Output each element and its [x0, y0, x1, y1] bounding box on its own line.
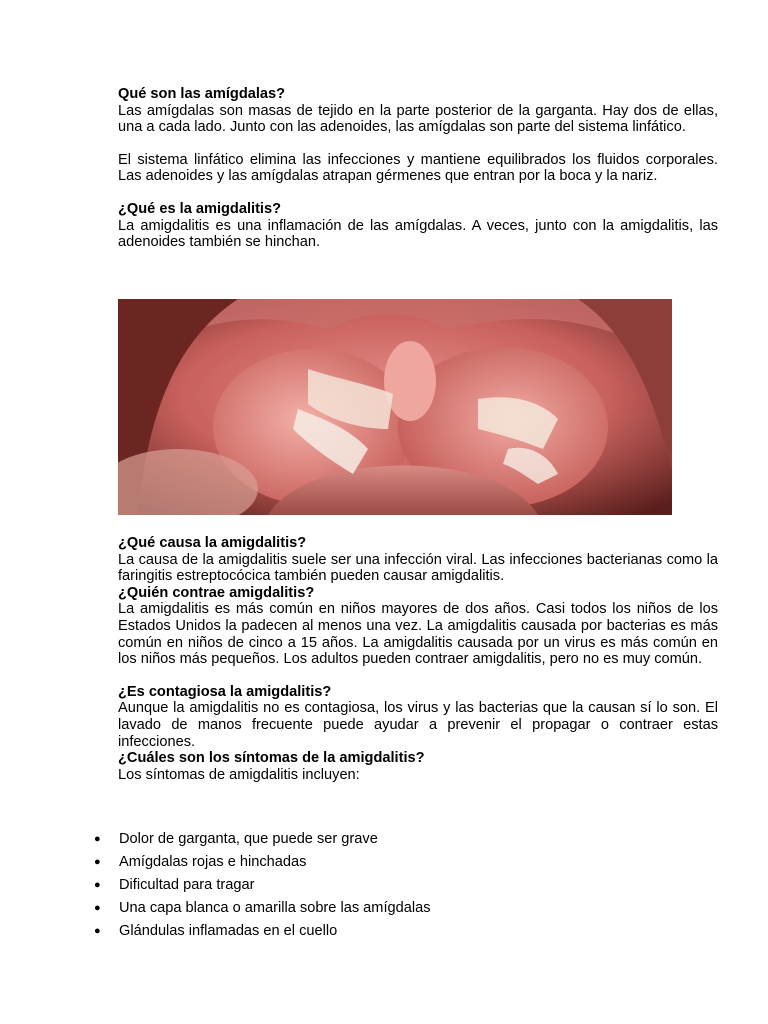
symptoms-list — [94, 830, 714, 945]
document-body — [118, 86, 718, 251]
symptom-text: Amígdalas rojas e hinchadas — [119, 854, 307, 870]
list-item — [94, 922, 714, 945]
heading-que-causa: ¿Qué causa la amigdalitis? — [118, 535, 307, 551]
list-item — [94, 899, 714, 922]
paragraph-amigdalas-definicion: Las amígdalas son masas de tejido en la parte posterior de la garganta. Hay dos de ellas, una a cada lado. Junto con las adenoides, las amígdalas son parte del sistema linfático. — [118, 102, 718, 136]
paragraph-sintomas-intro: Los síntomas de amigdalitis incluyen: — [118, 766, 360, 783]
heading-contagiosa: ¿Es contagiosa la amigdalitis? — [118, 683, 332, 700]
bullet-icon: ● — [94, 833, 101, 845]
list-item — [94, 876, 714, 899]
bullet-icon: ● — [94, 925, 101, 937]
heading-que-son-amigdalas: Qué son las amígdalas? — [118, 86, 286, 102]
symptom-text: Glándulas inflamadas en el cuello — [119, 923, 338, 939]
list-item — [94, 830, 714, 853]
bullet-icon: ● — [94, 902, 101, 914]
heading-quien-contrae: ¿Quién contrae amigdalitis? — [118, 584, 315, 601]
paragraph-contagiosa: Aunque la amigdalitis no es contagiosa, los virus y las bacterias que la causan sí lo son. El lavado de manos frecuente puede ayudar a prevenir el propagar o contraer estas infecciones. — [118, 700, 718, 750]
heading-sintomas: ¿Cuáles son los síntomas de la amigdalitis? — [118, 750, 425, 767]
tonsillitis-photo — [118, 299, 672, 515]
paragraph-amigdalitis-definicion: La amigdalitis es una inflamación de las amígdalas. A veces, junto con la amigdalitis, las adenoides también se hinchan. — [118, 217, 718, 251]
list-item — [94, 853, 714, 876]
paragraph-sistema-linfatico: El sistema linfático elimina las infecciones y mantiene equilibrados los fluidos corporales. Las adenoides y las amígdalas atrapan gérmenes que entran por la boca y la nariz. — [118, 151, 718, 185]
paragraph-quien-contrae: La amigdalitis es más común en niños mayores de dos años. Casi todos los niños de los Estados Unidos la padecen al menos una vez. La amigdalitis causada por bacterias es más común en niños de cinco a 15 años. La amigdalitis causada por un virus es más común en los niños más pequeños. Los adultos pueden contraer amigdalitis, pero no es muy común. — [118, 601, 718, 668]
document-body-continued — [118, 535, 718, 783]
paragraph-causa: La causa de la amigdalitis suele ser una infección viral. Las infecciones bacterianas como la faringitis estreptocócica también pueden causar amigdalitis. — [118, 551, 718, 585]
heading-que-es-amigdalitis: ¿Qué es la amigdalitis? — [118, 200, 282, 217]
symptom-text: Dificultad para tragar — [119, 877, 255, 893]
symptom-text: Dolor de garganta, que puede ser grave — [119, 831, 378, 847]
bullet-icon: ● — [94, 856, 101, 868]
bullet-icon: ● — [94, 879, 101, 891]
symptom-text: Una capa blanca o amarilla sobre las amígdalas — [119, 900, 431, 916]
